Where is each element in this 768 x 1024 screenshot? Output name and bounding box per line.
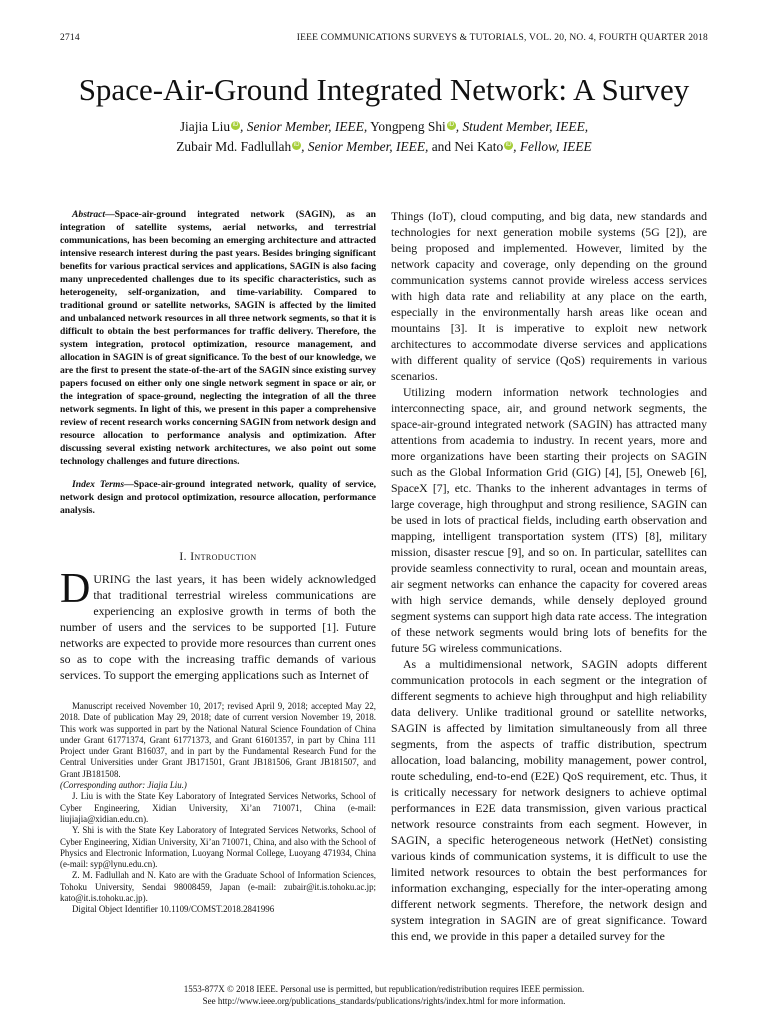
author-name: Nei Kato [454,139,504,154]
drop-cap: D [60,566,91,612]
section-number: I. [179,551,187,563]
author-role: , Senior Member, IEEE, [240,119,368,134]
footnote-manuscript: Manuscript received November 10, 2017; revised April 9, 2018; accepted May 22, 2018. Date of publication May 29, 2018; date of current version November 19, 2018. This work was supported in part by the National Natural Science Foundation of China under Grant 61771374, Grant 61771373, and Grant 61601357, in part by China 111 Project under Grant B16037, and in part by the Fundamental Research Fund for the Central Universities under Grant JB171501, Grant JB181506, Grant JB181507, and Grant JB181508. [60,701,376,779]
footnotes [60,701,376,916]
index-terms-text: —Space-air-ground integrated network, quality of service, network design and protocol optimization, resource allocation, performance analysis. [60,479,376,516]
paper-title: Space-Air-Ground Integrated Network: A Survey [78,72,690,107]
author-name: Zubair Md. Fadlullah [176,139,292,154]
section-title: Introduction [190,551,257,563]
author-line-2 [0,137,768,157]
author-name: Yongpeng Shi [370,119,446,134]
intro-paragraph [60,566,376,683]
orcid-icon[interactable]: iD [448,121,455,128]
rights-link[interactable]: See http://www.ieee.org/publications_standards/publications/rights/index.html for more information. [202,995,566,1006]
left-column [60,208,376,916]
author-name: Jiajia Liu [179,119,231,134]
abstract-text: —Space-air-ground integrated network (SAGIN), as an integration of satellite systems, aerial networks, and terrestrial communications, has been becoming an emerging architecture and attracted intensive research interest during the past years. Besides bringing significant benefits for various practical services and applications, SAGIN is also facing many unprecedented challenges due to its specific characteristics, such as heterogeneity, self-organization, and time-variability. Compared to traditional ground or satellite networks, SAGIN is affected by the limited and unbalanced network resources in all three network segments, so that it is difficult to obtain the best performances for traffic delivery. Therefore, the system integration, protocol optimization, resource management, and allocation in SAGIN is of great significance. To the best of our knowledge, we are the first to present the state-of-the-art of the SAGIN since existing survey papers focused on either only one single network segment in space or air, or the integration of space-ground, neglecting the integration of all the three network segments. In light of this, we present in this paper a comprehensive review of recent research works concerning SAGIN from network design and resource allocation to performance analysis and optimization. After discussing several existing network architectures, we also point out some technology challenges and future directions. [60,209,376,467]
footnote-corresponding: (Corresponding author: Jiajia Liu.) [60,780,187,791]
index-terms [60,478,376,517]
body-paragraph: As a multidimensional network, SAGIN adopts different communication protocols in each segment or the integration of different segments to achieve high throughput and high reliability data delivery. Unlike traditional ground or satellite networks, SAGIN is affected by limitation simultaneously from all three segments, from the aspects of traffic distribution, spectrum allocation, load balancing, mobility management, power control, route scheduling, end-to-end (E2E) QoS requirement, etc. Thus, it is critically necessary for network designers to achieve optimal performances in E2E data transmission, given various practical network resource constraints from each segment. However, in SAGIN, a specific heterogeneous network (HetNet) consisting various kinds of communication systems, it is difficult to use the limited network resources to obtain the best performances for information exchanging, especially for the inter-operating among different network segments. Therefore, the network design and system integration in SAGIN are of great significance. Toward this end, we provide in this paper a detailed survey for the [391,657,707,943]
right-column [391,208,707,944]
author-line-1 [0,117,768,137]
author-role: , Senior Member, IEEE, [301,139,429,154]
orcid-icon[interactable]: iD [505,141,512,148]
author-role: , Fellow, IEEE [513,139,592,154]
section-heading [60,551,376,563]
footnote-fadlullah-kato: Z. M. Fadlullah and N. Kato are with the Graduate School of Information Sciences, Tohoku University, Sendai 98008459, Japan (e-mail: zubair@it.is.tohoku.ac.jp; kato@it.is.tohoku.ac.jp). [60,870,376,904]
index-terms-lead: Index Terms [72,479,125,490]
copyright-footer [0,984,768,1007]
abstract-lead: Abstract [72,209,106,220]
orcid-icon[interactable]: iD [293,141,300,148]
body-paragraph: Things (IoT), cloud computing, and big data, new standards and technologies for next generation mobile systems (5G [2]), are being proposed and implemented. However, limited by the network capacity and coverage, only depending on the ground communication systems cannot provide wireless access services with high data rate and reliability at any place on the earth, especially in the environmentally harsh areas like ocean and mountains [3]. It is imperative to exploit new network architectures to accommodate diverse services and applications with different quality of service (QoS) requirements in various scenarios. [391,209,707,383]
body-paragraph: Utilizing modern information network technologies and interconnecting space, air, and ground network segments, the space-air-ground integrated network (SAGIN) has attracted many attentions from academia to industry. In recent years, more and more organizations have been starting their projects on SAGIN such as the Global Information Grid (GIG) [4], [5], Oneweb [6], SpaceX [7], etc. Thanks to the inherent advantages in terms of large coverage, high throughput and strong resilience, SAGIN can be used in lots of practical fields, including earth observation and mapping, intelligent transportation system (ITS) [8], military mission, disaster rescue [9], and so on. In particular, satellites can provide seamless connectivity to rural, ocean and mountain areas, air segment networks can enhance the capacity for covered areas with high service demands, while densely deployed ground segment systems can support high data rate access. The integration of these network segments would bring lots of benefits for the future 5G wireless communications. [391,385,707,655]
journal-header: IEEE COMMUNICATIONS SURVEYS & TUTORIALS, VOL. 20, NO. 4, FOURTH QUARTER 2018 [296,33,708,43]
orcid-icon[interactable]: iD [232,121,239,128]
author-list [0,117,768,157]
author-role: , Student Member, IEEE, [455,119,589,134]
page-number: 2714 [60,33,80,43]
copyright-line: 1553-877X © 2018 IEEE. Personal use is permitted, but republication/redistribution requires IEEE permission. [183,984,585,994]
and-word: and [431,139,452,154]
footnote-shi: Y. Shi is with the State Key Laboratory of Integrated Services Networks, School of Cyber Engineering, Xidian University, Xi’an 710071, China, and also with the School of Physics and Electronic Information, Luoyang Normal College, Luoyang 471934, China (e-mail: syp@lynu.edu.cn). [60,825,376,870]
intro-text: URING the last years, it has been widely acknowledged that traditional terrestrial wireless communications are experiencing an explosive growth in terms of both the number of users and the services to be supported [1]. Future networks are expected to provide more resources than current ones so as to cope with the increasing traffic demands of various services. To support the emerging applications such as Internet of [60,572,376,682]
footnote-liu: J. Liu is with the State Key Laboratory of Integrated Services Networks, School of Cyber Engineering, Xidian University, Xi’an 710071, China (e-mail: liujiajia@xidian.edu.cn). [60,791,376,824]
footnote-doi[interactable]: Digital Object Identifier 10.1109/COMST.2018.2841996 [72,904,275,915]
abstract [60,208,376,468]
